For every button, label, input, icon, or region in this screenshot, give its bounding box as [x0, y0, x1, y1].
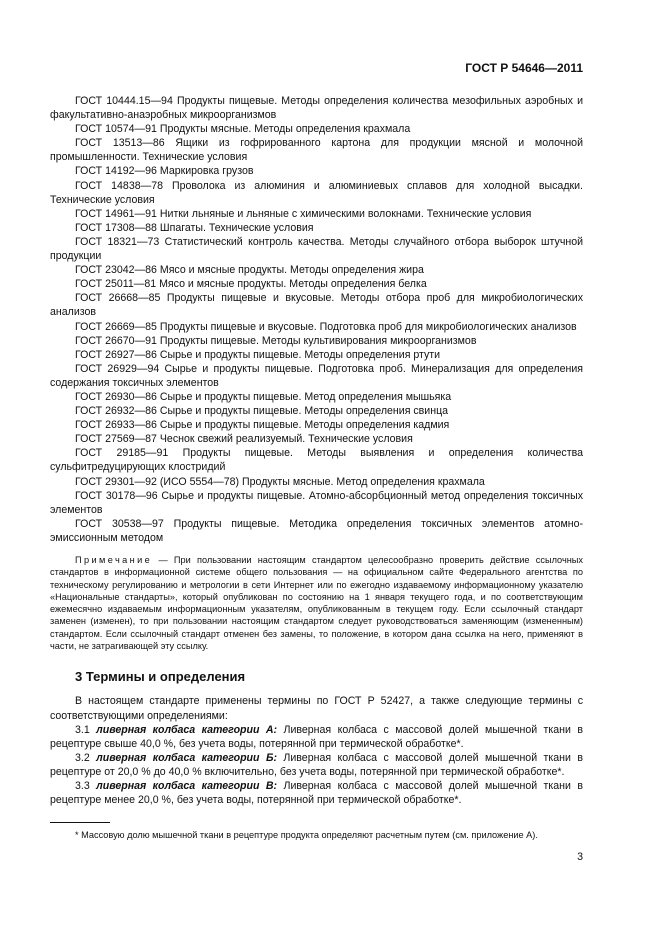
term-definition [50, 723, 583, 751]
page-number: 3 [577, 851, 583, 863]
term-definition [50, 751, 583, 779]
term-name: ливерная колбаса категории А: [96, 723, 278, 736]
reference-item: ГОСТ 14961—91 Нитки льняные и льняные с химическими волокнами. Технические условия [75, 207, 532, 220]
reference-item: ГОСТ 26932—86 Сырье и продукты пищевые. Методы определения свинца [75, 405, 449, 418]
reference-item: ГОСТ 26669—85 Продукты пищевые и вкусовые. Подготовка проб для микробиологических анализов [75, 320, 577, 333]
reference-item: ГОСТ 30178—96 Сырье и продукты пищевые. Атомно-абсорбционный метод определения токсичных элементов [50, 489, 583, 516]
section-title: 3 Термины и определения [75, 669, 246, 685]
reference-item: ГОСТ 27569—87 Чеснок свежий реализуемый. Технические условия [75, 433, 413, 446]
reference-item: ГОСТ 26930—86 Сырье и продукты пищевые. Метод определения мышьяка [75, 390, 452, 403]
reference-item: ГОСТ 23042—86 Мясо и мясные продукты. Методы определения жира [75, 264, 424, 277]
document-header: ГОСТ Р 54646—2011 [465, 61, 583, 75]
term-number: 3.2 [75, 751, 97, 764]
term-name: ливерная колбаса категории В: [96, 780, 278, 793]
term-number: 3.1 [75, 723, 97, 736]
reference-item: ГОСТ 29185—91 Продукты пищевые. Методы выявления и определения количества сульфитредуцирующих клостридий [50, 447, 583, 474]
reference-item: ГОСТ 14838—78 Проволока из алюминия и алюминиевых сплавов для холодной высадки. Технические условия [50, 179, 583, 206]
note-paragraph [50, 554, 583, 652]
footnote-separator [50, 822, 110, 823]
reference-item: ГОСТ 10444.15—94 Продукты пищевые. Методы определения количества мезофильных аэробных и факультативно-анаэробных микроорганизмов [50, 95, 583, 122]
section-intro: В настоящем стандарте применены термины по ГОСТ Р 52427, а также следующие термины с соответствующими определениями: [50, 695, 583, 722]
reference-item: ГОСТ 13513—86 Ящики из гофрированного картона для продукции мясной и молочной промышленности. Технические условия [50, 137, 583, 164]
reference-item: ГОСТ 26929—94 Сырье и продукты пищевые. Подготовка проб. Минерализация для определения содержания токсичных элементов [50, 362, 583, 389]
reference-item: ГОСТ 14192—96 Маркировка грузов [75, 165, 254, 178]
note-text: — При пользовании настоящим стандартом целесообразно проверить действие ссылочных стандартов в информационной системе общего пользования — на официальном сайте Федерального агентства по техническому регулированию и метрологии в сети Интернет или по ежегодно издаваемому информационному указателю «Национальные стандарты», который опубликован по состоянию на 1 января текущего года, и по соответствующим ежемесячно издаваемым информационным указателям, опубликованным в текущем году. Если ссылочный стандарт заменен (изменен), то при пользовании настоящим стандартом следует руководствоваться заменяющим (измененным) стандартом. Если ссылочный стандарт отменен без замены, то положение, в котором дана ссылка на него, применяют в части, не затрагивающей эту ссылку. [50, 555, 583, 652]
reference-item: ГОСТ 30538—97 Продукты пищевые. Методика определения токсичных элементов атомно-эмиссионным методом [50, 517, 583, 544]
term-text: Ливерная колбаса с массовой долей мышечной ткани в рецептуре от 20,0 % до 40,0 % включительно, без учета воды, потерянной при термической обработке*. [50, 751, 583, 778]
term-name: ливерная колбаса категории Б: [96, 751, 277, 764]
reference-item: ГОСТ 29301—92 (ИСО 5554—78) Продукты мясные. Метод определения крахмала [75, 475, 485, 488]
document-body [50, 94, 583, 807]
term-text: Ливерная колбаса с массовой долей мышечной ткани в рецептуре менее 20,0 %, без учета воды, потерянной при термической обработке*. [50, 780, 583, 807]
reference-item: ГОСТ 26933—86 Сырье и продукты пищевые. Методы определения кадмия [75, 419, 450, 432]
term-text: Ливерная колбаса с массовой долей мышечной ткани в рецептуре свыше 40,0 %, без учета воды, потерянной при термической обработке*. [50, 723, 583, 750]
references-list [50, 94, 583, 545]
footnote: * Массовую долю мышечной ткани в рецептуре продукта определяют расчетным путем (см. приложение А). [75, 830, 538, 840]
reference-item: ГОСТ 26670—91 Продукты пищевые. Методы культивирования микроорганизмов [75, 334, 477, 347]
reference-item: ГОСТ 18321—73 Статистический контроль качества. Методы случайного отбора выборок штучной продукции [50, 235, 583, 263]
reference-item: ГОСТ 17308—88 Шпагаты. Технические условия [75, 221, 314, 234]
reference-item: ГОСТ 26668—85 Продукты пищевые и вкусовые. Методы отбора проб для микробиологических анализов [50, 292, 583, 319]
term-number: 3.3 [75, 780, 97, 793]
reference-item: ГОСТ 26927—86 Сырье и продукты пищевые. Методы определения ртути [75, 348, 441, 361]
reference-item: ГОСТ 10574—91 Продукты мясные. Методы определения крахмала [75, 123, 411, 136]
term-definition [50, 779, 583, 807]
reference-item: ГОСТ 25011—81 Мясо и мясные продукты. Методы определения белка [75, 278, 427, 291]
note-label: Примечание [75, 555, 153, 565]
